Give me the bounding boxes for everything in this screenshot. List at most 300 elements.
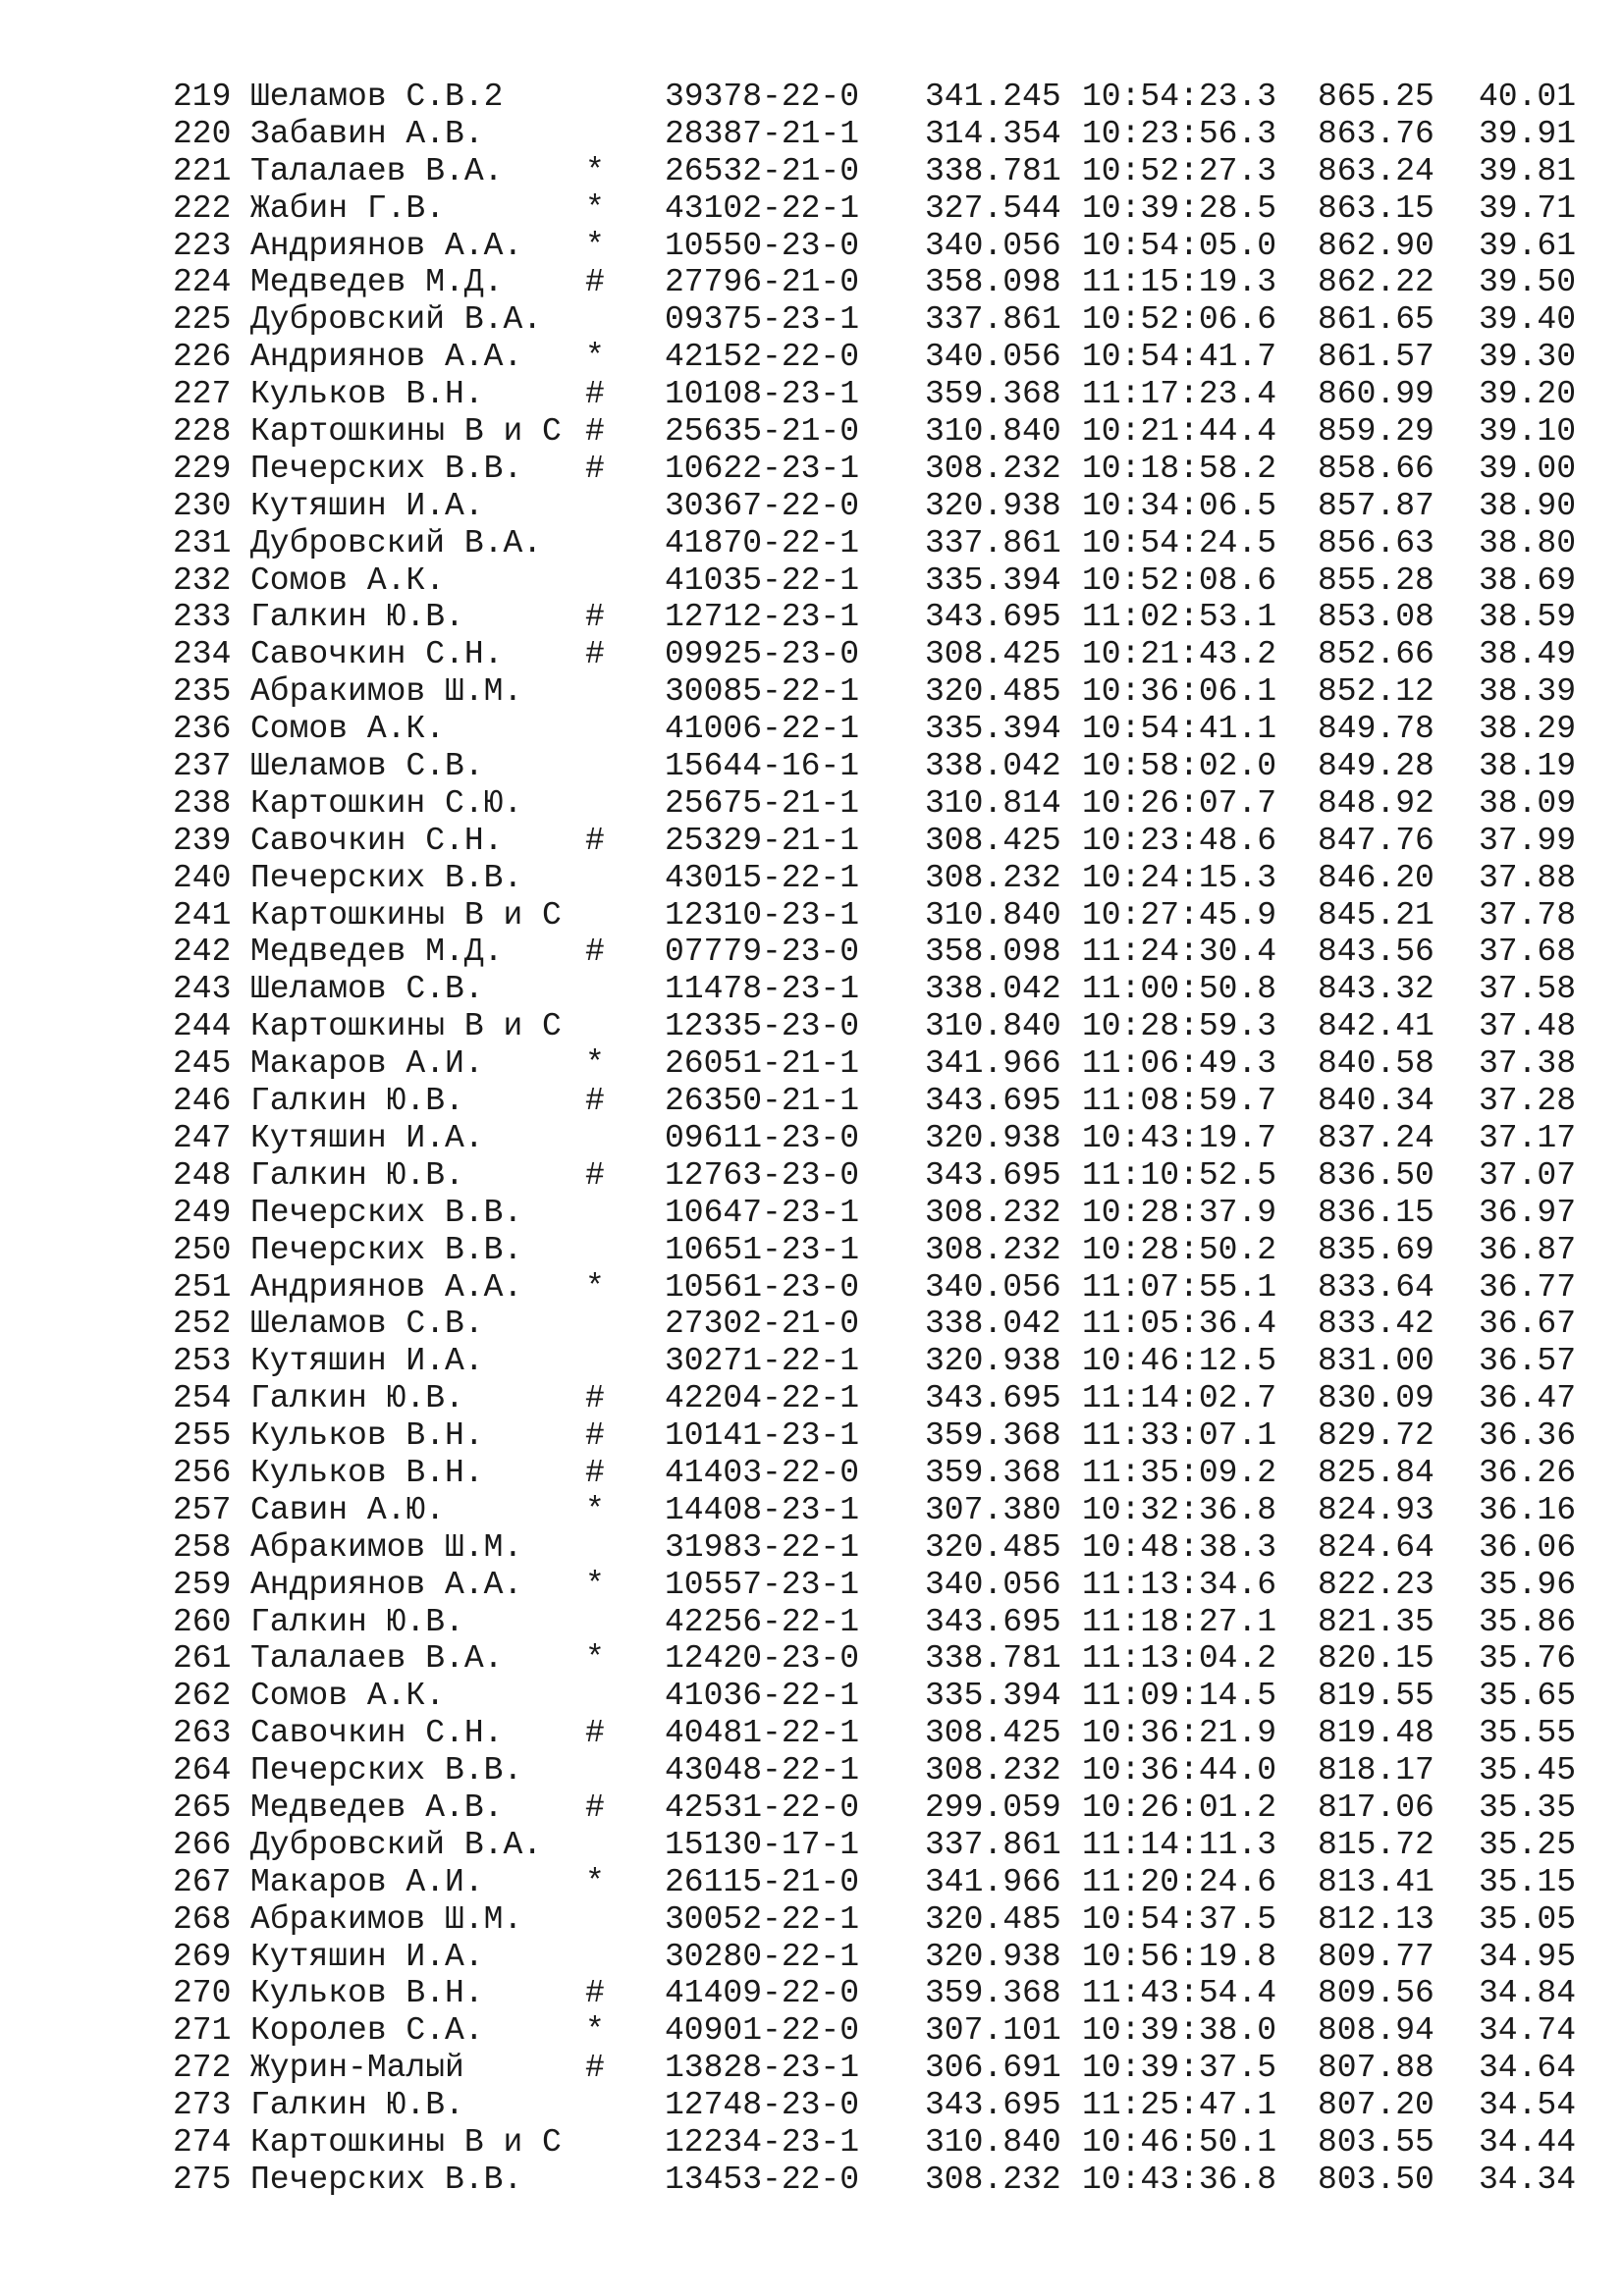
time-cell: 11:33:07.1 [1082, 1417, 1277, 1455]
place-cell: 250 [173, 1231, 232, 1268]
place-cell: 274 [173, 2123, 232, 2161]
name-cell: Кутяшин И.А. [250, 1119, 484, 1156]
place-cell: 231 [173, 524, 232, 561]
ring-cell: 10651-23-1 [665, 1231, 860, 1268]
name-cell: Кульков В.Н. [250, 1454, 484, 1491]
name-cell: Кутяшин И.А. [250, 487, 484, 524]
ring-cell: 30052-22-1 [665, 1900, 860, 1938]
name-cell: Шеламов С.В. [250, 1306, 484, 1343]
table-row [173, 971, 1587, 1008]
place-cell: 260 [173, 1603, 232, 1640]
speed-cell: 817.06 [1318, 1789, 1435, 1826]
time-cell: 10:32:36.8 [1082, 1491, 1277, 1528]
ring-cell: 27796-21-0 [665, 264, 860, 301]
name-cell: Кутяшин И.А. [250, 1343, 484, 1380]
place-cell: 268 [173, 1900, 232, 1938]
table-row [173, 1045, 1587, 1083]
speed-cell: 863.15 [1318, 189, 1435, 227]
time-cell: 10:54:41.7 [1082, 339, 1277, 376]
time-cell: 10:23:48.6 [1082, 822, 1277, 859]
distance-cell: 299.059 [925, 1789, 1061, 1826]
score-cell: 35.96 [1479, 1566, 1577, 1603]
time-cell: 10:52:06.6 [1082, 301, 1277, 339]
speed-cell: 820.15 [1318, 1640, 1435, 1678]
name-cell: Савочкин С.Н. [250, 636, 504, 673]
table-row [173, 785, 1587, 823]
time-cell: 11:24:30.4 [1082, 934, 1277, 971]
speed-cell: 840.58 [1318, 1045, 1435, 1083]
table-row [173, 1269, 1587, 1307]
table-row [173, 1640, 1587, 1678]
time-cell: 10:26:01.2 [1082, 1789, 1277, 1826]
table-row [173, 673, 1587, 711]
ring-cell: 43015-22-1 [665, 859, 860, 896]
place-cell: 237 [173, 748, 232, 785]
place-cell: 224 [173, 264, 232, 301]
distance-cell: 338.781 [925, 1640, 1061, 1678]
table-row [173, 1975, 1587, 2012]
place-cell: 228 [173, 413, 232, 451]
speed-cell: 807.20 [1318, 2087, 1435, 2124]
place-cell: 225 [173, 301, 232, 339]
score-cell: 35.05 [1479, 1900, 1577, 1938]
name-cell: Журин-Малый [250, 2050, 464, 2087]
score-cell: 36.77 [1479, 1268, 1577, 1306]
place-cell: 234 [173, 636, 232, 673]
speed-cell: 819.48 [1318, 1715, 1435, 1752]
mark-cell: * [585, 1640, 605, 1678]
name-cell: Талалаев В.А. [250, 1640, 504, 1678]
time-cell: 11:15:19.3 [1082, 264, 1277, 301]
score-cell: 37.88 [1479, 859, 1577, 896]
mark-cell: * [585, 1268, 605, 1306]
time-cell: 11:13:34.6 [1082, 1566, 1277, 1603]
place-cell: 227 [173, 376, 232, 413]
name-cell: Савочкин С.Н. [250, 1715, 504, 1752]
ring-cell: 31983-22-1 [665, 1528, 860, 1566]
mark-cell: # [585, 450, 605, 487]
score-cell: 34.64 [1479, 2050, 1577, 2087]
score-cell: 34.84 [1479, 1975, 1577, 2012]
place-cell: 257 [173, 1491, 232, 1528]
place-cell: 244 [173, 1008, 232, 1045]
distance-cell: 307.380 [925, 1491, 1061, 1528]
score-cell: 36.87 [1479, 1231, 1577, 1268]
speed-cell: 852.12 [1318, 673, 1435, 711]
place-cell: 242 [173, 934, 232, 971]
distance-cell: 338.042 [925, 1306, 1061, 1343]
ring-cell: 15130-17-1 [665, 1826, 860, 1863]
distance-cell: 308.425 [925, 1715, 1061, 1752]
distance-cell: 310.840 [925, 1008, 1061, 1045]
name-cell: Абракимов Ш.М. [250, 1528, 523, 1566]
speed-cell: 835.69 [1318, 1231, 1435, 1268]
name-cell: Картошкины В и С [250, 896, 562, 934]
table-row [173, 228, 1587, 265]
ring-cell: 41035-22-1 [665, 561, 860, 599]
time-cell: 10:39:37.5 [1082, 2050, 1277, 2087]
time-cell: 11:20:24.6 [1082, 1863, 1277, 1900]
speed-cell: 836.50 [1318, 1156, 1435, 1194]
place-cell: 255 [173, 1417, 232, 1455]
ring-cell: 10550-23-0 [665, 227, 860, 264]
speed-cell: 803.50 [1318, 2161, 1435, 2198]
distance-cell: 338.042 [925, 971, 1061, 1008]
score-cell: 38.09 [1479, 784, 1577, 822]
place-cell: 240 [173, 859, 232, 896]
ring-cell: 12420-23-0 [665, 1640, 860, 1678]
name-cell: Печерских В.В. [250, 1752, 523, 1789]
ring-cell: 42204-22-1 [665, 1380, 860, 1417]
time-cell: 10:48:38.3 [1082, 1528, 1277, 1566]
table-row [173, 1827, 1587, 1864]
score-cell: 38.39 [1479, 673, 1577, 711]
time-cell: 11:02:53.1 [1082, 599, 1277, 636]
time-cell: 10:52:27.3 [1082, 152, 1277, 189]
score-cell: 38.59 [1479, 599, 1577, 636]
place-cell: 272 [173, 2050, 232, 2087]
speed-cell: 855.28 [1318, 561, 1435, 599]
name-cell: Шеламов С.В. [250, 748, 484, 785]
score-cell: 35.55 [1479, 1715, 1577, 1752]
table-row [173, 264, 1587, 301]
speed-cell: 831.00 [1318, 1343, 1435, 1380]
ring-cell: 27302-21-0 [665, 1306, 860, 1343]
speed-cell: 837.24 [1318, 1119, 1435, 1156]
ring-cell: 14408-23-1 [665, 1491, 860, 1528]
score-cell: 37.38 [1479, 1045, 1577, 1083]
ring-cell: 25675-21-1 [665, 784, 860, 822]
speed-cell: 863.24 [1318, 152, 1435, 189]
place-cell: 273 [173, 2087, 232, 2124]
mark-cell: # [585, 636, 605, 673]
score-cell: 38.69 [1479, 561, 1577, 599]
speed-cell: 809.77 [1318, 1938, 1435, 1975]
name-cell: Печерских В.В. [250, 859, 523, 896]
distance-cell: 340.056 [925, 339, 1061, 376]
score-cell: 38.19 [1479, 748, 1577, 785]
ring-cell: 41870-22-1 [665, 524, 860, 561]
ring-cell: 10647-23-1 [665, 1194, 860, 1231]
ring-cell: 11478-23-1 [665, 971, 860, 1008]
score-cell: 39.81 [1479, 152, 1577, 189]
mark-cell: # [585, 413, 605, 451]
score-cell: 39.10 [1479, 413, 1577, 451]
time-cell: 10:56:19.8 [1082, 1938, 1277, 1975]
mark-cell: # [585, 2050, 605, 2087]
score-cell: 34.95 [1479, 1938, 1577, 1975]
mark-cell: * [585, 339, 605, 376]
ring-cell: 12712-23-1 [665, 599, 860, 636]
name-cell: Кульков В.Н. [250, 1975, 484, 2012]
time-cell: 10:28:37.9 [1082, 1194, 1277, 1231]
name-cell: Дубровский В.А. [250, 301, 543, 339]
ring-cell: 10108-23-1 [665, 376, 860, 413]
name-cell: Андриянов А.А. [250, 227, 523, 264]
distance-cell: 338.042 [925, 748, 1061, 785]
time-cell: 11:17:23.4 [1082, 376, 1277, 413]
place-cell: 248 [173, 1156, 232, 1194]
name-cell: Медведев М.Д. [250, 264, 504, 301]
mark-cell: * [585, 2012, 605, 2050]
speed-cell: 824.93 [1318, 1491, 1435, 1528]
table-row [173, 823, 1587, 860]
table-row [173, 1864, 1587, 1901]
table-row [173, 599, 1587, 636]
mark-cell: # [585, 1454, 605, 1491]
name-cell: Шеламов С.В.2 [250, 79, 504, 115]
table-row [173, 711, 1587, 748]
time-cell: 11:25:47.1 [1082, 2087, 1277, 2124]
place-cell: 243 [173, 971, 232, 1008]
place-cell: 263 [173, 1715, 232, 1752]
place-cell: 258 [173, 1528, 232, 1566]
score-cell: 37.78 [1479, 896, 1577, 934]
distance-cell: 327.544 [925, 189, 1061, 227]
time-cell: 10:36:06.1 [1082, 673, 1277, 711]
speed-cell: 833.42 [1318, 1306, 1435, 1343]
mark-cell: # [585, 1789, 605, 1826]
ring-cell: 09375-23-1 [665, 301, 860, 339]
distance-cell: 335.394 [925, 711, 1061, 748]
time-cell: 11:09:14.5 [1082, 1678, 1277, 1715]
table-row [173, 562, 1587, 600]
ring-cell: 40481-22-1 [665, 1715, 860, 1752]
name-cell: Савочкин С.Н. [250, 822, 504, 859]
time-cell: 10:28:59.3 [1082, 1008, 1277, 1045]
distance-cell: 320.485 [925, 1528, 1061, 1566]
place-cell: 221 [173, 152, 232, 189]
name-cell: Савин А.Ю. [250, 1491, 446, 1528]
place-cell: 262 [173, 1678, 232, 1715]
distance-cell: 310.840 [925, 2123, 1061, 2161]
ring-cell: 30280-22-1 [665, 1938, 860, 1975]
distance-cell: 343.695 [925, 1083, 1061, 1120]
table-row [173, 934, 1587, 971]
distance-cell: 320.938 [925, 1343, 1061, 1380]
place-cell: 267 [173, 1863, 232, 1900]
ring-cell: 30271-22-1 [665, 1343, 860, 1380]
place-cell: 265 [173, 1789, 232, 1826]
score-cell: 35.15 [1479, 1863, 1577, 1900]
time-cell: 10:52:08.6 [1082, 561, 1277, 599]
score-cell: 37.48 [1479, 1008, 1577, 1045]
score-cell: 36.06 [1479, 1528, 1577, 1566]
time-cell: 10:24:15.3 [1082, 859, 1277, 896]
table-row [173, 376, 1587, 413]
score-cell: 35.45 [1479, 1752, 1577, 1789]
mark-cell: * [585, 189, 605, 227]
speed-cell: 853.08 [1318, 599, 1435, 636]
name-cell: Галкин Ю.В. [250, 599, 464, 636]
distance-cell: 340.056 [925, 1566, 1061, 1603]
ring-cell: 30367-22-0 [665, 487, 860, 524]
table-row [173, 1380, 1587, 1417]
name-cell: Макаров А.И. [250, 1045, 484, 1083]
speed-cell: 829.72 [1318, 1417, 1435, 1455]
ring-cell: 10557-23-1 [665, 1566, 860, 1603]
time-cell: 11:00:50.8 [1082, 971, 1277, 1008]
ring-cell: 07779-23-0 [665, 934, 860, 971]
table-row [173, 525, 1587, 562]
place-cell: 261 [173, 1640, 232, 1678]
results-table [173, 79, 1587, 2199]
score-cell: 34.34 [1479, 2161, 1577, 2198]
score-cell: 34.54 [1479, 2087, 1577, 2124]
time-cell: 10:58:02.0 [1082, 748, 1277, 785]
table-row [173, 190, 1587, 228]
name-cell: Картошкин С.Ю. [250, 784, 523, 822]
speed-cell: 822.23 [1318, 1566, 1435, 1603]
table-row [173, 1715, 1587, 1752]
name-cell: Андриянов А.А. [250, 339, 523, 376]
ring-cell: 12310-23-1 [665, 896, 860, 934]
distance-cell: 308.232 [925, 1231, 1061, 1268]
name-cell: Макаров А.И. [250, 1863, 484, 1900]
mark-cell: # [585, 376, 605, 413]
ring-cell: 41036-22-1 [665, 1678, 860, 1715]
distance-cell: 308.232 [925, 859, 1061, 896]
table-row [173, 413, 1587, 451]
score-cell: 39.71 [1479, 189, 1577, 227]
mark-cell: # [585, 1715, 605, 1752]
ring-cell: 30085-22-1 [665, 673, 860, 711]
score-cell: 37.99 [1479, 822, 1577, 859]
distance-cell: 308.232 [925, 450, 1061, 487]
ring-cell: 13453-22-0 [665, 2161, 860, 2198]
ring-cell: 43048-22-1 [665, 1752, 860, 1789]
distance-cell: 337.861 [925, 524, 1061, 561]
score-cell: 39.61 [1479, 227, 1577, 264]
speed-cell: 856.63 [1318, 524, 1435, 561]
name-cell: Картошкины В и С [250, 1008, 562, 1045]
speed-cell: 849.78 [1318, 711, 1435, 748]
name-cell: Забавин А.В. [250, 115, 484, 152]
name-cell: Кутяшин И.А. [250, 1938, 484, 1975]
place-cell: 246 [173, 1083, 232, 1120]
speed-cell: 807.88 [1318, 2050, 1435, 2087]
table-row [173, 153, 1587, 190]
name-cell: Печерских В.В. [250, 1231, 523, 1268]
score-cell: 37.07 [1479, 1156, 1577, 1194]
score-cell: 37.68 [1479, 934, 1577, 971]
ring-cell: 28387-21-1 [665, 115, 860, 152]
speed-cell: 846.20 [1318, 859, 1435, 896]
ring-cell: 10141-23-1 [665, 1417, 860, 1455]
ring-cell: 42531-22-0 [665, 1789, 860, 1826]
table-row [173, 897, 1587, 934]
score-cell: 35.65 [1479, 1678, 1577, 1715]
table-row [173, 1157, 1587, 1195]
score-cell: 37.58 [1479, 971, 1577, 1008]
ring-cell: 40901-22-0 [665, 2012, 860, 2050]
time-cell: 10:21:43.2 [1082, 636, 1277, 673]
time-cell: 11:43:54.4 [1082, 1975, 1277, 2012]
table-row [173, 1492, 1587, 1529]
time-cell: 11:35:09.2 [1082, 1454, 1277, 1491]
distance-cell: 314.354 [925, 115, 1061, 152]
mark-cell: # [585, 822, 605, 859]
ring-cell: 12335-23-0 [665, 1008, 860, 1045]
distance-cell: 337.861 [925, 1826, 1061, 1863]
name-cell: Печерских В.В. [250, 450, 523, 487]
distance-cell: 343.695 [925, 1156, 1061, 1194]
distance-cell: 343.695 [925, 2087, 1061, 2124]
name-cell: Медведев М.Д. [250, 934, 504, 971]
score-cell: 39.30 [1479, 339, 1577, 376]
time-cell: 11:08:59.7 [1082, 1083, 1277, 1120]
place-cell: 220 [173, 115, 232, 152]
place-cell: 229 [173, 450, 232, 487]
distance-cell: 358.098 [925, 264, 1061, 301]
name-cell: Дубровский В.А. [250, 524, 543, 561]
time-cell: 11:06:49.3 [1082, 1045, 1277, 1083]
distance-cell: 338.781 [925, 152, 1061, 189]
place-cell: 223 [173, 227, 232, 264]
name-cell: Печерских В.В. [250, 1194, 523, 1231]
score-cell: 36.97 [1479, 1194, 1577, 1231]
name-cell: Медведев А.В. [250, 1789, 504, 1826]
name-cell: Галкин Ю.В. [250, 1156, 464, 1194]
mark-cell: * [585, 1045, 605, 1083]
speed-cell: 847.76 [1318, 822, 1435, 859]
speed-cell: 830.09 [1318, 1380, 1435, 1417]
time-cell: 10:34:06.5 [1082, 487, 1277, 524]
place-cell: 239 [173, 822, 232, 859]
speed-cell: 842.41 [1318, 1008, 1435, 1045]
place-cell: 241 [173, 896, 232, 934]
ring-cell: 41403-22-0 [665, 1454, 860, 1491]
place-cell: 226 [173, 339, 232, 376]
speed-cell: 833.64 [1318, 1268, 1435, 1306]
speed-cell: 840.34 [1318, 1083, 1435, 1120]
speed-cell: 803.55 [1318, 2123, 1435, 2161]
table-row [173, 1343, 1587, 1380]
ring-cell: 41409-22-0 [665, 1975, 860, 2012]
table-row [173, 1678, 1587, 1715]
time-cell: 11:10:52.5 [1082, 1156, 1277, 1194]
name-cell: Кульков В.Н. [250, 376, 484, 413]
time-cell: 10:39:38.0 [1082, 2012, 1277, 2050]
place-cell: 264 [173, 1752, 232, 1789]
mark-cell: # [585, 934, 605, 971]
table-row [173, 860, 1587, 897]
distance-cell: 308.425 [925, 822, 1061, 859]
name-cell: Андриянов А.А. [250, 1566, 523, 1603]
name-cell: Галкин Ю.В. [250, 1083, 464, 1120]
time-cell: 10:21:44.4 [1082, 413, 1277, 451]
distance-cell: 310.840 [925, 896, 1061, 934]
table-row [173, 1306, 1587, 1343]
place-cell: 259 [173, 1566, 232, 1603]
score-cell: 36.16 [1479, 1491, 1577, 1528]
table-row [173, 1417, 1587, 1455]
name-cell: Галкин Ю.В. [250, 1380, 464, 1417]
distance-cell: 337.861 [925, 301, 1061, 339]
score-cell: 35.76 [1479, 1640, 1577, 1678]
place-cell: 266 [173, 1826, 232, 1863]
time-cell: 11:14:02.7 [1082, 1380, 1277, 1417]
speed-cell: 857.87 [1318, 487, 1435, 524]
mark-cell: # [585, 1975, 605, 2012]
table-row [173, 748, 1587, 785]
table-row [173, 2087, 1587, 2124]
table-row [173, 79, 1587, 116]
table-row [173, 2162, 1587, 2199]
distance-cell: 310.840 [925, 413, 1061, 451]
distance-cell: 320.485 [925, 1900, 1061, 1938]
speed-cell: 860.99 [1318, 376, 1435, 413]
